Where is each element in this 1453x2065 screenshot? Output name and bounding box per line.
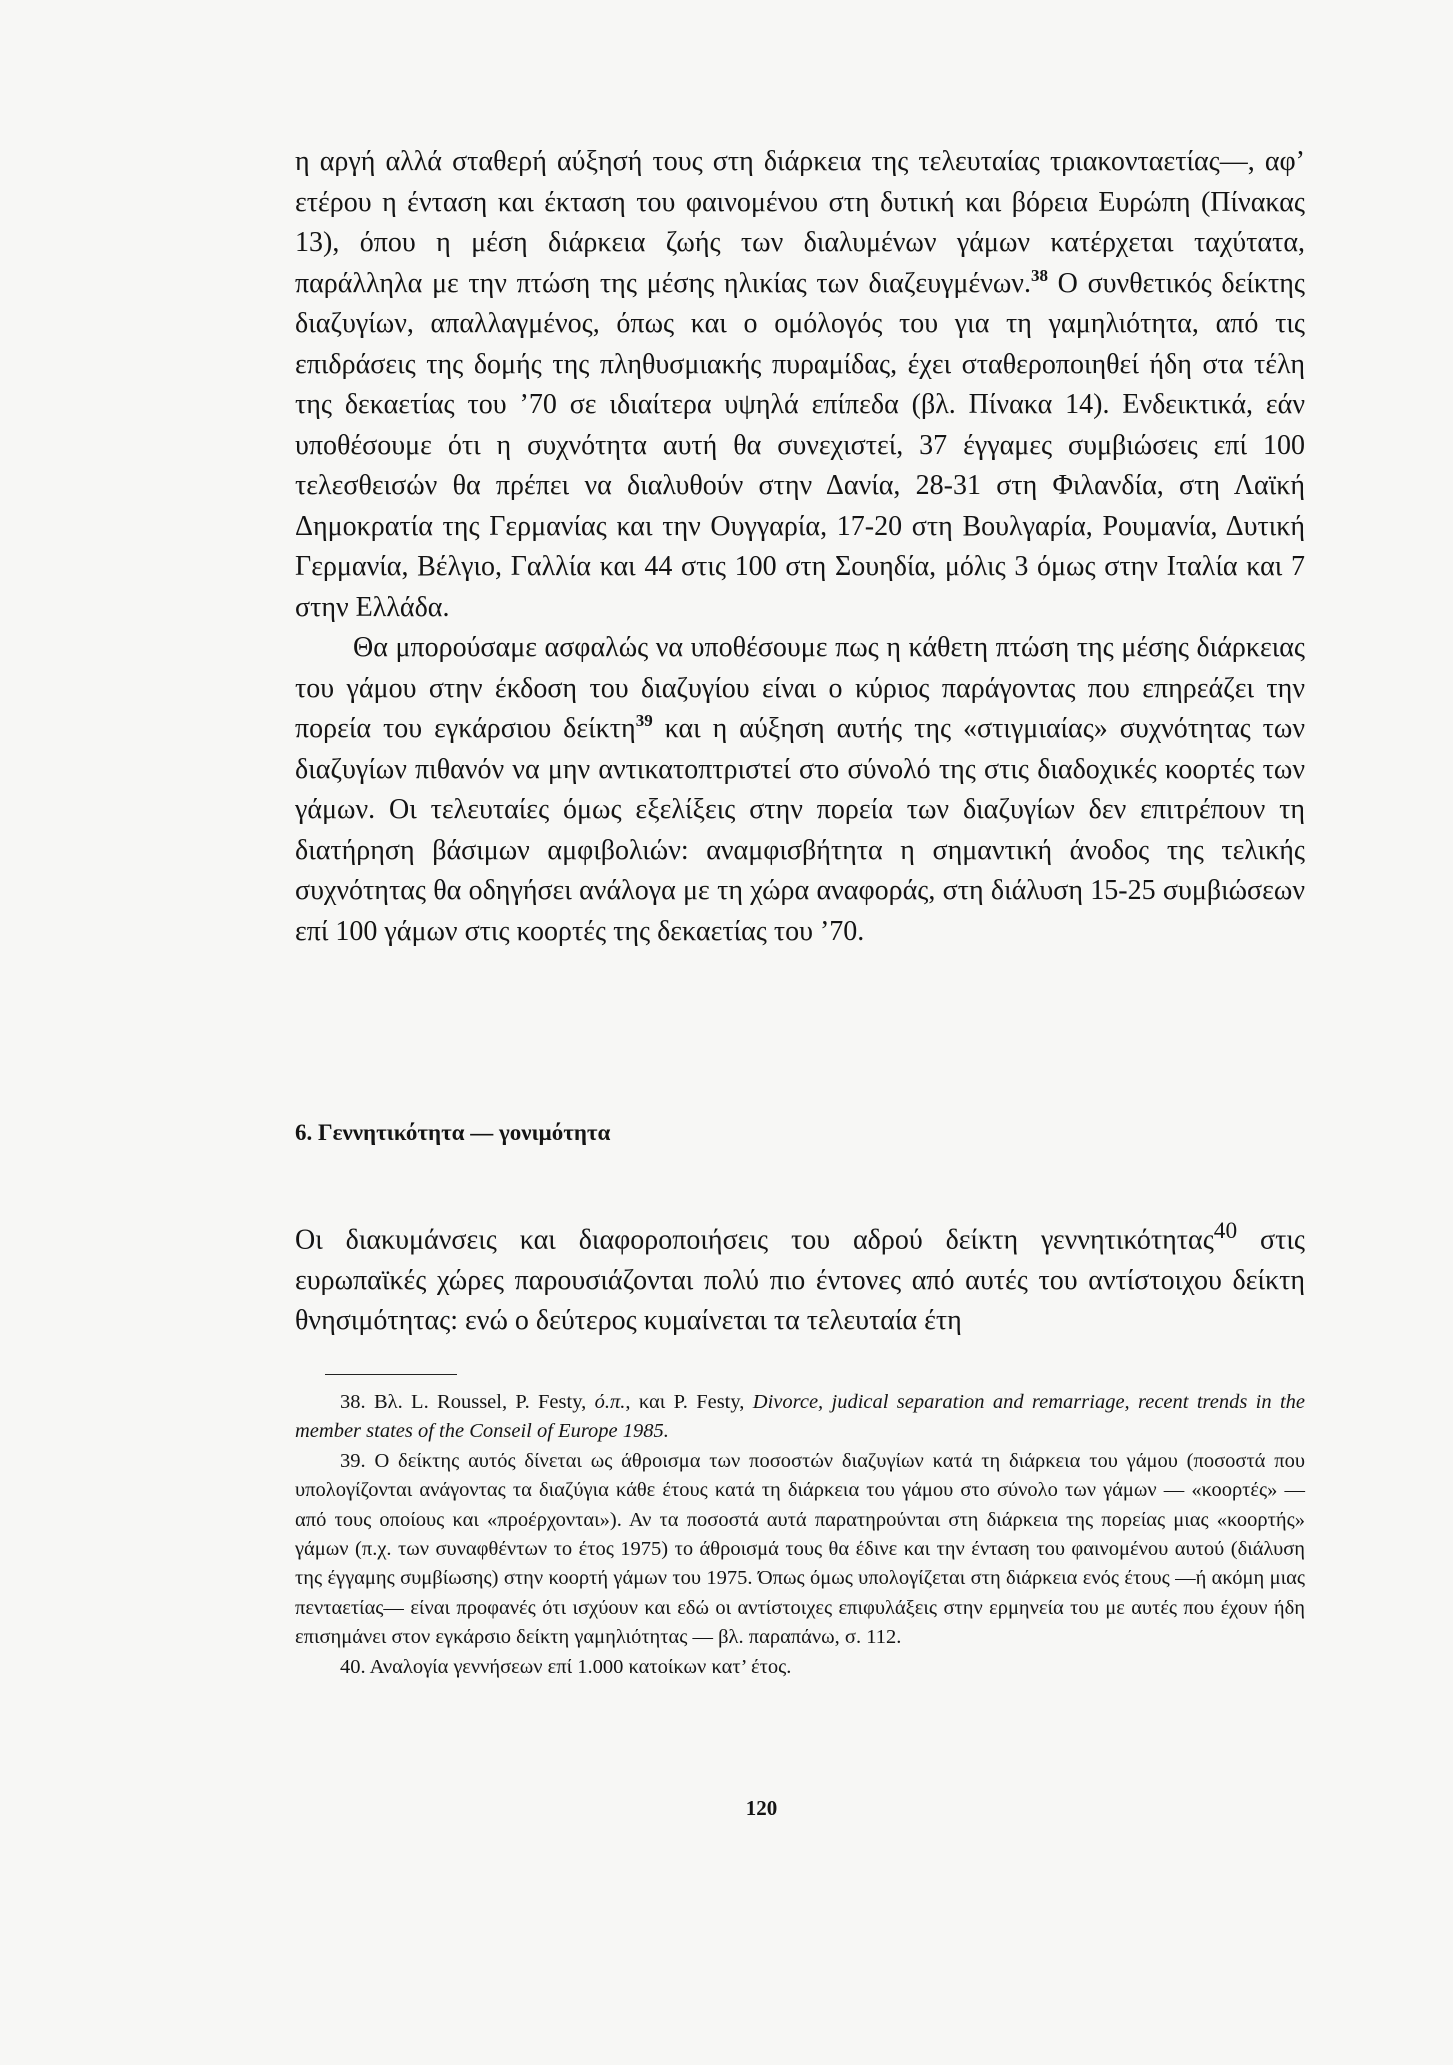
paragraph-divorce-index xyxy=(295,142,1305,628)
section-body-text xyxy=(295,1211,1305,1342)
paragraph-birth-rate xyxy=(295,1211,1305,1342)
footnote-italic-text: ό.π. xyxy=(594,1391,626,1413)
footnote-reference-39: 39 xyxy=(635,711,653,730)
footnote-38 xyxy=(295,1388,1305,1447)
paragraph-text: και η αύξηση αυτής της «στιγμιαίας» συχνότητας των διαζυγίων πιθανόν να μην αντικατοπτριστεί στο σύνολό της στις διαδοχικές κοορτές των γάμων. Οι τελευταίες όμως εξελίξεις στην πορεία των διαζυγίων δεν επιτρέπουν τη διατήρηση βάσιμων αμφιβολιών: αναμφισβήτητα η σημαντική άνοδος της τελικής συχνότητας θα οδηγήσει ανάλογα με τη χώρα αναφοράς, στη διάλυση 15-25 συμβιώσεων επί 100 γάμων στις κοορτές της δεκαετίας του ’70. xyxy=(295,713,1305,947)
paragraph-marriage-duration xyxy=(295,628,1305,952)
footnote-text: 38. Βλ. L. Roussel, P. Festy, xyxy=(340,1391,595,1413)
paragraph-text: Οι διακυμάνσεις και διαφοροποιήσεις του αδρού δείκτη γεννητικότητας xyxy=(295,1224,1214,1256)
body-text xyxy=(295,142,1305,952)
footnotes xyxy=(295,1388,1305,1682)
footnote-40: 40. Αναλογία γεννήσεων επί 1.000 κατοίκων κατ’ έτος. xyxy=(340,1655,792,1678)
footnote-reference-38: 38 xyxy=(1030,265,1048,285)
paragraph-text: Θα μπορούσαμε ασφαλώς να υποθέσουμε πως η κάθετη πτώση της μέσης διάρκειας του γάμου στην έκδοση του διαζυγίου είναι ο κύριος παράγοντας που επηρεάζει την πορεία του εγκάρσιου δείκτη xyxy=(295,632,1305,744)
footnote-text: , και P. Festy, xyxy=(625,1391,753,1413)
paragraph-text: η αργή αλλά σταθερή αύξησή τους στη διάρκεια της τελευταίας τριακονταετίας—, αφ’ ετέρου η ένταση και έκταση του φαινομένου στη δυτική και βόρεια Ευρώπη (Πίνακας 13), όπου η μέση διάρκεια ζωής των διαλυμένων γάμων κατέρχεται ταχύτατα, παράλληλα με την πτώση της μέσης ηλικίας των διαζευγμένων. xyxy=(295,146,1305,299)
section-heading: 6. Γεννητικότητα — γονιμότητα xyxy=(295,1120,611,1145)
paragraph-text: στις ευρωπαϊκές χώρες παρουσιάζονται πολύ πιο έντονες από αυτές του αντίστοιχου δείκτη θνησιμότητας: ενώ ο δεύτερος κυμαίνεται τα τελευταία έτη xyxy=(295,1224,1306,1337)
footnote-italic-title: Divorce, judical separation and remarriage, recent trends in the member states of the Conseil of Europe 1985. xyxy=(295,1391,1305,1443)
page-number: 120 xyxy=(745,1796,778,1820)
footnote-divider xyxy=(325,1374,457,1375)
paragraph-text: Ο συνθετικός δείκτης διαζυγίων, απαλλαγμένος, όπως και ο ομόλογός του για τη γαμηλιότητα, από τις επιδράσεις της δομής της πληθυσμιακής πυραμίδας, έχει σταθεροποιηθεί ήδη στα τέλη της δεκαετίας του ’70 σε ιδιαίτερα υψηλά επίπεδα (βλ. Πίνακα 14). Ενδεικτικά, εάν υποθέσουμε ότι η συχνότητα αυτή θα συνεχιστεί, 37 έγγαμες συμβιώσεις επί 100 τελεσθεισών θα πρέπει να διαλυθούν στην Δανία, 28-31 στη Φιλανδία, στη Λαϊκή Δημοκρατία της Γερμανίας και την Ουγγαρία, 17-20 στη Βουλγαρία, Ρουμανία, Δυτική Γερμανία, Βέλγιο, Γαλλία και 44 στις 100 στη Σουηδία, μόλις 3 όμως στην Ιταλία και 7 στην Ελλάδα. xyxy=(295,267,1306,623)
footnote-39: 39. Ο δείκτης αυτός δίνεται ως άθροισμα των ποσοστών διαζυγίων κατά τη διάρκεια του γάμου (ποσοστά που υπολογίζονται ανάγοντας τα διαζύγια κάθε έτους κατά τη διάρκεια του γάμου στο σύνολο των γάμων — «κοορτές» — από τους οποίους και «προέρχονται»). Αν τα ποσοστά αυτά παρατηρούνται στη διάρκεια της πορείας μιας «κοορτής» γάμων (π.χ. των συναφθέντων το έτος 1975) το άθροισμά τους θα έδινε και την ένταση του φαινομένου αυτού (διάλυση της έγγαμης συμβίωσης) στην κοορτή γάμων του 1975. Όπως όμως υπολογίζεται στη διάρκεια ενός έτους —ή ακόμη μιας πενταετίας— είναι προφανές ότι ισχύουν και εδώ οι αντίστοιχες επιφυλάξεις στην ερμηνεία του με αυτές που έχουν ήδη επισημάνει στον εγκάρσιο δείκτη γαμηλιότητας — βλ. παραπάνω, σ. 112. xyxy=(295,1449,1305,1649)
footnote-reference-40: 40 xyxy=(1213,1218,1238,1244)
